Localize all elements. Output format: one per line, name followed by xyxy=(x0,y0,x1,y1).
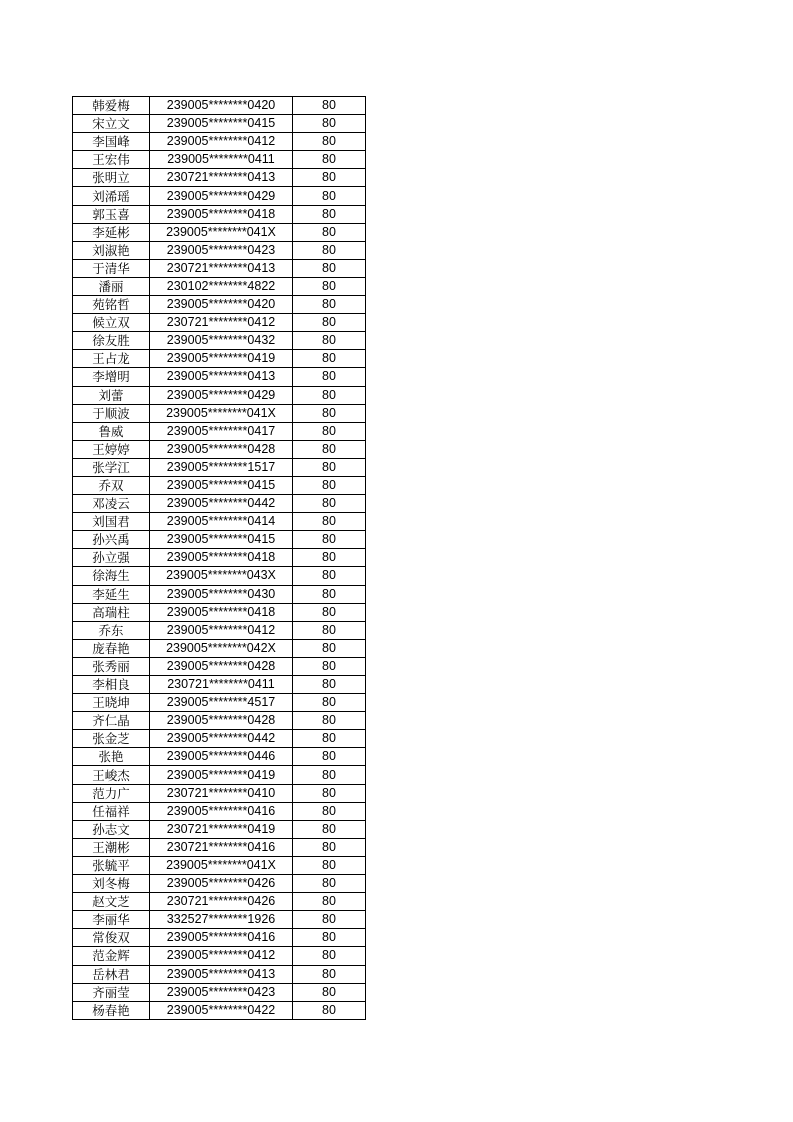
id-number-cell: 239005********0418 xyxy=(150,603,293,621)
name-cell: 张金芝 xyxy=(73,730,150,748)
score-cell: 80 xyxy=(293,314,366,332)
id-number-cell: 239005********0432 xyxy=(150,332,293,350)
id-number-cell: 332527********1926 xyxy=(150,911,293,929)
id-number-cell: 230721********0419 xyxy=(150,820,293,838)
table-row xyxy=(73,676,366,694)
table-row xyxy=(73,694,366,712)
name-cell: 候立双 xyxy=(73,314,150,332)
name-cell: 刘蕾 xyxy=(73,386,150,404)
name-cell: 王婷婷 xyxy=(73,440,150,458)
id-number-cell: 239005********0429 xyxy=(150,187,293,205)
name-cell: 韩爱梅 xyxy=(73,97,150,115)
id-number-cell: 239005********0428 xyxy=(150,712,293,730)
id-number-cell: 230721********0426 xyxy=(150,893,293,911)
score-cell: 80 xyxy=(293,947,366,965)
id-number-cell: 239005********1517 xyxy=(150,458,293,476)
table-row xyxy=(73,929,366,947)
name-cell: 张毓平 xyxy=(73,856,150,874)
id-number-cell: 230721********0413 xyxy=(150,169,293,187)
table-row xyxy=(73,965,366,983)
score-cell: 80 xyxy=(293,856,366,874)
table-row xyxy=(73,856,366,874)
score-cell: 80 xyxy=(293,495,366,513)
id-number-cell: 239005********0416 xyxy=(150,929,293,947)
score-cell: 80 xyxy=(293,676,366,694)
name-cell: 乔东 xyxy=(73,621,150,639)
score-cell: 80 xyxy=(293,169,366,187)
score-cell: 80 xyxy=(293,223,366,241)
table-row xyxy=(73,151,366,169)
table-row xyxy=(73,639,366,657)
score-cell: 80 xyxy=(293,766,366,784)
table-row xyxy=(73,187,366,205)
id-number-cell: 230102********4822 xyxy=(150,277,293,295)
table-row xyxy=(73,169,366,187)
table-row xyxy=(73,495,366,513)
table-row xyxy=(73,802,366,820)
score-cell: 80 xyxy=(293,748,366,766)
table-row xyxy=(73,513,366,531)
table-body xyxy=(73,97,366,1020)
table-row xyxy=(73,549,366,567)
table-row xyxy=(73,115,366,133)
score-cell: 80 xyxy=(293,97,366,115)
name-cell: 乔双 xyxy=(73,476,150,494)
table-row xyxy=(73,603,366,621)
name-cell: 王宏伟 xyxy=(73,151,150,169)
score-cell: 80 xyxy=(293,350,366,368)
score-cell: 80 xyxy=(293,332,366,350)
name-cell: 范金辉 xyxy=(73,947,150,965)
name-cell: 高瑞柱 xyxy=(73,603,150,621)
name-cell: 邓凌云 xyxy=(73,495,150,513)
name-cell: 张艳 xyxy=(73,748,150,766)
score-table xyxy=(72,96,366,1020)
name-cell: 李增明 xyxy=(73,368,150,386)
score-cell: 80 xyxy=(293,277,366,295)
id-number-cell: 239005********0415 xyxy=(150,476,293,494)
score-cell: 80 xyxy=(293,476,366,494)
id-number-cell: 239005********0412 xyxy=(150,621,293,639)
table-row xyxy=(73,241,366,259)
score-cell: 80 xyxy=(293,712,366,730)
score-cell: 80 xyxy=(293,205,366,223)
name-cell: 孙立强 xyxy=(73,549,150,567)
table-row xyxy=(73,947,366,965)
score-cell: 80 xyxy=(293,513,366,531)
score-cell: 80 xyxy=(293,983,366,1001)
table-row xyxy=(73,259,366,277)
name-cell: 郭玉喜 xyxy=(73,205,150,223)
table-row xyxy=(73,657,366,675)
score-cell: 80 xyxy=(293,151,366,169)
table-row xyxy=(73,314,366,332)
table-row xyxy=(73,621,366,639)
score-cell: 80 xyxy=(293,639,366,657)
score-cell: 80 xyxy=(293,549,366,567)
name-cell: 岳林君 xyxy=(73,965,150,983)
id-number-cell: 239005********0423 xyxy=(150,983,293,1001)
table-row xyxy=(73,97,366,115)
score-cell: 80 xyxy=(293,567,366,585)
name-cell: 张秀丽 xyxy=(73,657,150,675)
name-cell: 范力广 xyxy=(73,784,150,802)
table-row xyxy=(73,712,366,730)
name-cell: 徐海生 xyxy=(73,567,150,585)
score-cell: 80 xyxy=(293,929,366,947)
name-cell: 苑铭哲 xyxy=(73,296,150,314)
score-cell: 80 xyxy=(293,133,366,151)
name-cell: 张明立 xyxy=(73,169,150,187)
score-cell: 80 xyxy=(293,784,366,802)
id-number-cell: 239005********4517 xyxy=(150,694,293,712)
score-cell: 80 xyxy=(293,694,366,712)
id-number-cell: 230721********0412 xyxy=(150,314,293,332)
table-row xyxy=(73,223,366,241)
table-row xyxy=(73,766,366,784)
name-cell: 齐仁晶 xyxy=(73,712,150,730)
name-cell: 刘国君 xyxy=(73,513,150,531)
id-number-cell: 230721********0416 xyxy=(150,838,293,856)
score-cell: 80 xyxy=(293,115,366,133)
score-cell: 80 xyxy=(293,585,366,603)
name-cell: 庞春艳 xyxy=(73,639,150,657)
id-number-cell: 239005********0412 xyxy=(150,947,293,965)
id-number-cell: 239005********0411 xyxy=(150,151,293,169)
name-cell: 刘淑艳 xyxy=(73,241,150,259)
id-number-cell: 239005********0415 xyxy=(150,531,293,549)
score-cell: 80 xyxy=(293,820,366,838)
name-cell: 刘冬梅 xyxy=(73,875,150,893)
score-cell: 80 xyxy=(293,893,366,911)
id-number-cell: 239005********0429 xyxy=(150,386,293,404)
name-cell: 王晓坤 xyxy=(73,694,150,712)
name-cell: 王峻杰 xyxy=(73,766,150,784)
table-row xyxy=(73,567,366,585)
id-number-cell: 239005********0428 xyxy=(150,440,293,458)
id-number-cell: 239005********0418 xyxy=(150,205,293,223)
score-cell: 80 xyxy=(293,458,366,476)
name-cell: 孙兴禹 xyxy=(73,531,150,549)
table-row xyxy=(73,277,366,295)
table-row xyxy=(73,205,366,223)
name-cell: 孙志文 xyxy=(73,820,150,838)
score-cell: 80 xyxy=(293,386,366,404)
name-cell: 李丽华 xyxy=(73,911,150,929)
name-cell: 任福祥 xyxy=(73,802,150,820)
score-cell: 80 xyxy=(293,259,366,277)
score-cell: 80 xyxy=(293,965,366,983)
table-row xyxy=(73,458,366,476)
id-number-cell: 239005********041X xyxy=(150,856,293,874)
table-row xyxy=(73,748,366,766)
score-cell: 80 xyxy=(293,657,366,675)
table-row xyxy=(73,531,366,549)
table-row xyxy=(73,838,366,856)
name-cell: 于清华 xyxy=(73,259,150,277)
score-cell: 80 xyxy=(293,603,366,621)
id-number-cell: 239005********0416 xyxy=(150,802,293,820)
name-cell: 赵文芝 xyxy=(73,893,150,911)
table-row xyxy=(73,820,366,838)
score-cell: 80 xyxy=(293,241,366,259)
table-row xyxy=(73,784,366,802)
table-row xyxy=(73,350,366,368)
id-number-cell: 239005********0420 xyxy=(150,296,293,314)
id-number-cell: 239005********0414 xyxy=(150,513,293,531)
id-number-cell: 239005********0428 xyxy=(150,657,293,675)
table-row xyxy=(73,730,366,748)
score-cell: 80 xyxy=(293,911,366,929)
name-cell: 王占龙 xyxy=(73,350,150,368)
name-cell: 李延彬 xyxy=(73,223,150,241)
score-cell: 80 xyxy=(293,1001,366,1019)
table-row xyxy=(73,368,366,386)
name-cell: 潘丽 xyxy=(73,277,150,295)
table-row xyxy=(73,332,366,350)
score-cell: 80 xyxy=(293,404,366,422)
id-number-cell: 230721********0413 xyxy=(150,259,293,277)
score-cell: 80 xyxy=(293,875,366,893)
id-number-cell: 239005********0419 xyxy=(150,350,293,368)
name-cell: 刘浠瑶 xyxy=(73,187,150,205)
score-cell: 80 xyxy=(293,440,366,458)
id-number-cell: 239005********0415 xyxy=(150,115,293,133)
table-row xyxy=(73,296,366,314)
id-number-cell: 239005********0413 xyxy=(150,368,293,386)
name-cell: 王潮彬 xyxy=(73,838,150,856)
name-cell: 徐友胜 xyxy=(73,332,150,350)
name-cell: 鲁威 xyxy=(73,422,150,440)
table-row xyxy=(73,1001,366,1019)
table-row xyxy=(73,133,366,151)
table-row xyxy=(73,422,366,440)
table-row xyxy=(73,875,366,893)
score-cell: 80 xyxy=(293,730,366,748)
table-row xyxy=(73,911,366,929)
id-number-cell: 239005********0420 xyxy=(150,97,293,115)
score-cell: 80 xyxy=(293,531,366,549)
id-number-cell: 230721********0411 xyxy=(150,676,293,694)
id-number-cell: 239005********0419 xyxy=(150,766,293,784)
score-cell: 80 xyxy=(293,802,366,820)
id-number-cell: 239005********0423 xyxy=(150,241,293,259)
table-row xyxy=(73,404,366,422)
name-cell: 杨春艳 xyxy=(73,1001,150,1019)
id-number-cell: 230721********0410 xyxy=(150,784,293,802)
table-row xyxy=(73,476,366,494)
score-cell: 80 xyxy=(293,368,366,386)
table-row xyxy=(73,983,366,1001)
id-number-cell: 239005********0413 xyxy=(150,965,293,983)
score-cell: 80 xyxy=(293,187,366,205)
id-number-cell: 239005********0417 xyxy=(150,422,293,440)
name-cell: 李延生 xyxy=(73,585,150,603)
name-cell: 李国峰 xyxy=(73,133,150,151)
table-row xyxy=(73,893,366,911)
table-row xyxy=(73,386,366,404)
id-number-cell: 239005********042X xyxy=(150,639,293,657)
table-row xyxy=(73,440,366,458)
name-cell: 于顺波 xyxy=(73,404,150,422)
id-number-cell: 239005********041X xyxy=(150,404,293,422)
id-number-cell: 239005********0426 xyxy=(150,875,293,893)
id-number-cell: 239005********0446 xyxy=(150,748,293,766)
name-cell: 宋立文 xyxy=(73,115,150,133)
id-number-cell: 239005********0422 xyxy=(150,1001,293,1019)
id-number-cell: 239005********0442 xyxy=(150,730,293,748)
score-cell: 80 xyxy=(293,296,366,314)
id-number-cell: 239005********0412 xyxy=(150,133,293,151)
id-number-cell: 239005********0430 xyxy=(150,585,293,603)
name-cell: 常俊双 xyxy=(73,929,150,947)
id-number-cell: 239005********0418 xyxy=(150,549,293,567)
name-cell: 李相良 xyxy=(73,676,150,694)
id-number-cell: 239005********043X xyxy=(150,567,293,585)
score-cell: 80 xyxy=(293,621,366,639)
name-cell: 齐丽莹 xyxy=(73,983,150,1001)
name-cell: 张学江 xyxy=(73,458,150,476)
table-row xyxy=(73,585,366,603)
score-cell: 80 xyxy=(293,838,366,856)
id-number-cell: 239005********0442 xyxy=(150,495,293,513)
id-number-cell: 239005********041X xyxy=(150,223,293,241)
score-cell: 80 xyxy=(293,422,366,440)
